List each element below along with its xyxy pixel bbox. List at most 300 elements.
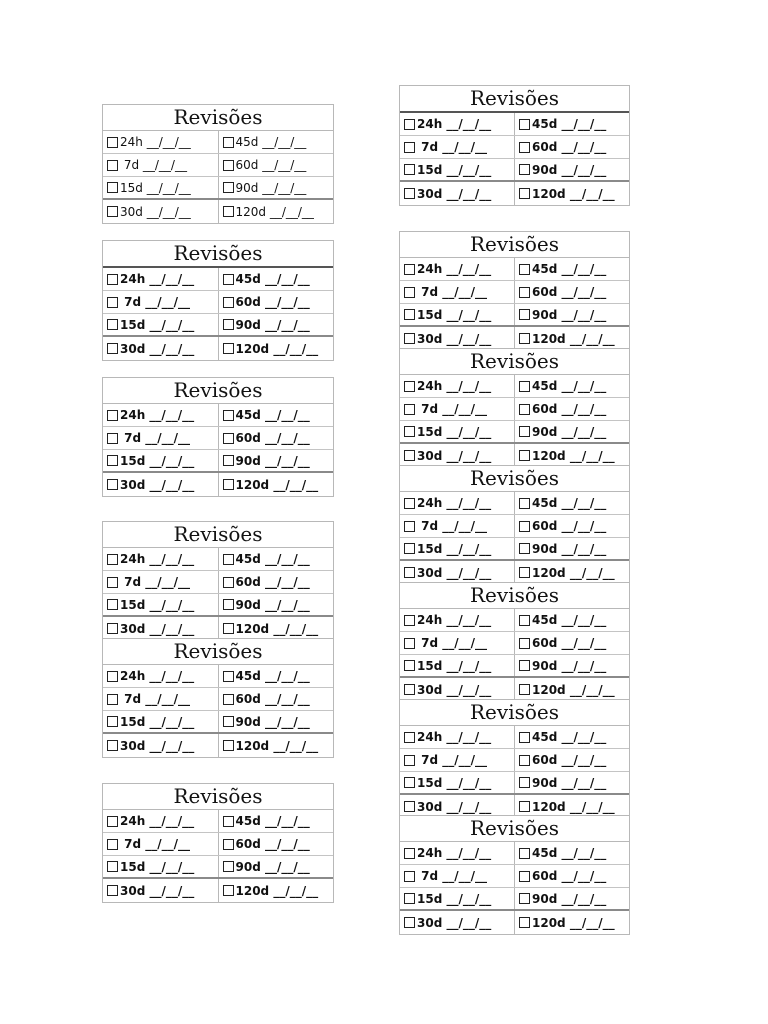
- checkbox-icon[interactable]: [223, 479, 234, 490]
- review-cell: [218, 450, 334, 471]
- checkbox-icon[interactable]: [107, 206, 118, 217]
- review-cell: [514, 888, 629, 909]
- review-label: 15d __/__/__: [417, 891, 492, 906]
- review-label: 90d __/__/__: [532, 658, 607, 673]
- checkbox-icon[interactable]: [107, 577, 118, 588]
- review-label: 7d __/__/__: [120, 837, 191, 851]
- checkbox-icon[interactable]: [404, 660, 415, 671]
- checkbox-icon[interactable]: [519, 755, 530, 766]
- review-label: 7d __/__/__: [417, 402, 488, 416]
- card-title: Revisões: [400, 86, 629, 113]
- review-cell: [400, 678, 514, 701]
- checkbox-icon[interactable]: [519, 450, 530, 461]
- review-cell: [218, 688, 334, 710]
- revision-card: [102, 377, 334, 497]
- checkbox-icon[interactable]: [223, 297, 234, 308]
- checkbox-icon[interactable]: [519, 801, 530, 812]
- checkbox-icon[interactable]: [404, 164, 415, 175]
- review-label: 120d __/__/__: [532, 331, 615, 346]
- checkbox-icon[interactable]: [107, 885, 118, 896]
- checkbox-icon[interactable]: [107, 343, 118, 354]
- review-cell: [103, 291, 218, 313]
- card-title: Revisões: [103, 784, 333, 810]
- checkbox-icon[interactable]: [223, 716, 234, 727]
- checkbox-icon[interactable]: [223, 343, 234, 354]
- review-label: 24h __/__/__: [417, 846, 492, 860]
- card-title: Revisões: [103, 639, 333, 665]
- checkbox-icon[interactable]: [519, 638, 530, 649]
- checkbox-icon[interactable]: [223, 861, 234, 872]
- review-cell: [400, 113, 514, 135]
- review-cell: [400, 304, 514, 325]
- review-row: [103, 154, 333, 177]
- checkbox-icon[interactable]: [404, 917, 415, 928]
- review-label: 7d __/__/__: [120, 431, 191, 445]
- checkbox-icon[interactable]: [107, 137, 118, 148]
- checkbox-icon[interactable]: [519, 426, 530, 437]
- review-row: [400, 655, 629, 678]
- checkbox-icon[interactable]: [404, 871, 415, 882]
- review-cell: [103, 594, 218, 615]
- review-cell: [514, 327, 629, 350]
- checkbox-icon[interactable]: [519, 660, 530, 671]
- checkbox-icon[interactable]: [519, 732, 530, 743]
- checkbox-icon[interactable]: [404, 450, 415, 461]
- checkbox-icon[interactable]: [404, 333, 415, 344]
- checkbox-icon[interactable]: [223, 694, 234, 705]
- review-label: 90d __/__/__: [532, 424, 607, 439]
- review-row: [103, 810, 333, 833]
- review-row: [400, 515, 629, 538]
- review-label: 30d __/__/__: [120, 738, 195, 753]
- checkbox-icon[interactable]: [519, 615, 530, 626]
- review-label: 30d __/__/__: [417, 915, 492, 930]
- checkbox-icon[interactable]: [404, 567, 415, 578]
- card-title: Revisões: [103, 241, 333, 268]
- review-cell: [103, 833, 218, 855]
- revision-card: [102, 783, 334, 903]
- checkbox-icon[interactable]: [404, 426, 415, 437]
- review-cell: [103, 337, 218, 360]
- checkbox-icon[interactable]: [107, 319, 118, 330]
- review-label: 24h __/__/__: [417, 613, 492, 627]
- review-cell: [103, 450, 218, 471]
- checkbox-icon[interactable]: [223, 839, 234, 850]
- checkbox-icon[interactable]: [107, 297, 118, 308]
- checkbox-icon[interactable]: [404, 848, 415, 859]
- card-title: Revisões: [400, 349, 629, 375]
- review-label: 7d __/__/__: [417, 869, 488, 883]
- checkbox-icon[interactable]: [404, 521, 415, 532]
- checkbox-icon[interactable]: [404, 381, 415, 392]
- checkbox-icon[interactable]: [404, 615, 415, 626]
- review-label: 15d __/__/__: [417, 307, 492, 322]
- checkbox-icon[interactable]: [404, 893, 415, 904]
- review-cell: [218, 268, 334, 290]
- checkbox-icon[interactable]: [223, 160, 234, 171]
- review-cell: [400, 327, 514, 350]
- review-row: [103, 337, 333, 360]
- review-cell: [218, 810, 334, 832]
- review-label: 120d __/__/__: [532, 565, 615, 580]
- review-row: [103, 571, 333, 594]
- review-row: [103, 427, 333, 450]
- checkbox-icon[interactable]: [223, 274, 234, 285]
- checkbox-icon[interactable]: [107, 816, 118, 827]
- review-cell: [218, 427, 334, 449]
- review-cell: [218, 177, 334, 198]
- review-label: 7d __/__/__: [417, 519, 488, 533]
- card-title: Revisões: [400, 816, 629, 842]
- review-row: [103, 833, 333, 856]
- review-cell: [400, 375, 514, 397]
- review-row: [103, 711, 333, 734]
- review-row: [400, 561, 629, 584]
- checkbox-icon[interactable]: [404, 142, 415, 153]
- review-label: 120d __/__/__: [235, 477, 319, 492]
- review-label: 90d __/__/__: [532, 541, 607, 556]
- review-cell: [514, 258, 629, 280]
- review-row: [400, 304, 629, 327]
- review-cell: [218, 734, 334, 757]
- checkbox-icon[interactable]: [223, 816, 234, 827]
- review-cell: [514, 726, 629, 748]
- checkbox-icon[interactable]: [404, 801, 415, 812]
- review-cell: [103, 548, 218, 570]
- review-label: 120d __/__/__: [235, 738, 319, 753]
- checkbox-icon[interactable]: [519, 188, 530, 199]
- review-row: [400, 159, 629, 182]
- review-label: 120d __/__/__: [235, 621, 319, 636]
- checkbox-icon[interactable]: [404, 543, 415, 554]
- review-cell: [514, 561, 629, 584]
- review-cell: [400, 136, 514, 158]
- review-cell: [400, 655, 514, 676]
- review-cell: [218, 617, 334, 640]
- review-row: [400, 888, 629, 911]
- review-label: 15d __/__/__: [417, 541, 492, 556]
- review-cell: [218, 404, 334, 426]
- checkbox-icon[interactable]: [107, 839, 118, 850]
- review-cell: [218, 711, 334, 732]
- checkbox-icon[interactable]: [519, 848, 530, 859]
- checkbox-icon[interactable]: [519, 777, 530, 788]
- review-row: [103, 177, 333, 200]
- review-cell: [514, 375, 629, 397]
- review-label: 15d __/__/__: [417, 658, 492, 673]
- review-label: 24h __/__/__: [417, 496, 492, 510]
- checkbox-icon[interactable]: [107, 455, 118, 466]
- review-label: 30d __/__/__: [120, 341, 195, 356]
- review-label: 60d __/__/__: [532, 636, 607, 650]
- review-row: [400, 842, 629, 865]
- card-title: Revisões: [103, 522, 333, 548]
- review-cell: [514, 632, 629, 654]
- review-cell: [218, 473, 334, 496]
- review-row: [400, 258, 629, 281]
- checkbox-icon[interactable]: [404, 732, 415, 743]
- checkbox-icon[interactable]: [223, 319, 234, 330]
- checkbox-icon[interactable]: [519, 893, 530, 904]
- checkbox-icon[interactable]: [404, 498, 415, 509]
- review-row: [400, 113, 629, 136]
- review-label: 30d __/__/__: [417, 331, 492, 346]
- review-row: [103, 200, 333, 223]
- review-label: 30d __/__/__: [417, 682, 492, 697]
- review-row: [400, 421, 629, 444]
- review-label: 60d __/__/__: [235, 158, 307, 172]
- review-cell: [400, 842, 514, 864]
- review-label: 90d __/__/__: [532, 307, 607, 322]
- review-cell: [400, 182, 514, 205]
- review-cell: [400, 726, 514, 748]
- card-title: Revisões: [400, 466, 629, 492]
- review-cell: [103, 473, 218, 496]
- review-label: 45d __/__/__: [532, 379, 607, 393]
- review-cell: [103, 734, 218, 757]
- review-label: 60d __/__/__: [235, 431, 310, 445]
- checkbox-icon[interactable]: [404, 119, 415, 130]
- checkbox-icon[interactable]: [404, 777, 415, 788]
- checkbox-icon[interactable]: [519, 871, 530, 882]
- review-cell: [103, 711, 218, 732]
- checkbox-icon[interactable]: [404, 638, 415, 649]
- checkbox-icon[interactable]: [404, 264, 415, 275]
- review-label: 90d __/__/__: [235, 180, 307, 195]
- review-cell: [514, 159, 629, 180]
- review-label: 15d __/__/__: [417, 162, 492, 177]
- review-label: 30d __/__/__: [120, 621, 195, 636]
- review-cell: [218, 879, 334, 902]
- review-cell: [400, 398, 514, 420]
- review-label: 30d __/__/__: [120, 477, 195, 492]
- checkbox-icon[interactable]: [107, 623, 118, 634]
- checkbox-icon[interactable]: [107, 740, 118, 751]
- review-cell: [400, 258, 514, 280]
- checkbox-icon[interactable]: [107, 160, 118, 171]
- checkbox-icon[interactable]: [223, 740, 234, 751]
- checkbox-icon[interactable]: [404, 404, 415, 415]
- review-cell: [218, 337, 334, 360]
- review-cell: [103, 314, 218, 335]
- checkbox-icon[interactable]: [519, 567, 530, 578]
- review-row: [400, 726, 629, 749]
- review-row: [400, 678, 629, 701]
- review-row: [103, 879, 333, 902]
- review-label: 7d __/__/__: [120, 295, 191, 309]
- review-label: 120d __/__/__: [532, 915, 615, 930]
- review-row: [103, 548, 333, 571]
- card-title: Revisões: [400, 700, 629, 726]
- revision-card: [399, 85, 630, 206]
- review-label: 60d __/__/__: [235, 295, 310, 309]
- review-label: 90d __/__/__: [235, 317, 310, 332]
- checkbox-icon[interactable]: [223, 410, 234, 421]
- review-cell: [218, 154, 334, 176]
- card-title: Revisões: [400, 583, 629, 609]
- review-label: 90d __/__/__: [532, 891, 607, 906]
- review-cell: [218, 314, 334, 335]
- review-cell: [103, 571, 218, 593]
- checkbox-icon[interactable]: [519, 521, 530, 532]
- review-label: 60d __/__/__: [532, 285, 607, 299]
- revision-card: [102, 104, 334, 224]
- checkbox-icon[interactable]: [107, 433, 118, 444]
- checkbox-icon[interactable]: [519, 333, 530, 344]
- review-cell: [103, 688, 218, 710]
- review-label: 24h __/__/__: [120, 408, 195, 422]
- review-cell: [400, 865, 514, 887]
- review-label: 120d __/__/__: [532, 799, 615, 814]
- review-cell: [103, 177, 218, 198]
- checkbox-icon[interactable]: [223, 206, 234, 217]
- review-row: [400, 911, 629, 934]
- review-label: 15d __/__/__: [120, 597, 195, 612]
- review-cell: [103, 810, 218, 832]
- review-cell: [400, 632, 514, 654]
- review-row: [400, 609, 629, 632]
- review-label: 24h __/__/__: [417, 262, 492, 276]
- review-cell: [400, 538, 514, 559]
- review-label: 24h __/__/__: [120, 272, 195, 286]
- review-label: 120d __/__/__: [532, 186, 615, 201]
- checkbox-icon[interactable]: [223, 599, 234, 610]
- checkbox-icon[interactable]: [519, 264, 530, 275]
- checkbox-icon[interactable]: [223, 885, 234, 896]
- checkbox-icon[interactable]: [107, 599, 118, 610]
- review-cell: [400, 911, 514, 934]
- review-row: [103, 131, 333, 154]
- review-label: 30d __/__/__: [120, 883, 195, 898]
- review-row: [400, 865, 629, 888]
- checkbox-icon[interactable]: [519, 287, 530, 298]
- review-row: [103, 314, 333, 337]
- review-cell: [514, 492, 629, 514]
- checkbox-icon[interactable]: [519, 917, 530, 928]
- checkbox-icon[interactable]: [107, 479, 118, 490]
- checkbox-icon[interactable]: [519, 498, 530, 509]
- checkbox-icon[interactable]: [404, 309, 415, 320]
- review-label: 45d __/__/__: [235, 272, 310, 286]
- review-label: 30d __/__/__: [120, 204, 191, 219]
- checkbox-icon[interactable]: [223, 433, 234, 444]
- review-label: 120d __/__/__: [532, 682, 615, 697]
- checkbox-icon[interactable]: [107, 716, 118, 727]
- checkbox-icon[interactable]: [519, 309, 530, 320]
- review-cell: [400, 515, 514, 537]
- checkbox-icon[interactable]: [107, 182, 118, 193]
- checkbox-icon[interactable]: [404, 287, 415, 298]
- checkbox-icon[interactable]: [223, 455, 234, 466]
- review-cell: [103, 617, 218, 640]
- review-label: 45d __/__/__: [532, 846, 607, 860]
- review-row: [400, 136, 629, 159]
- review-cell: [514, 444, 629, 467]
- review-row: [103, 594, 333, 617]
- review-cell: [103, 268, 218, 290]
- card-title: Revisões: [400, 232, 629, 258]
- revision-card: [399, 465, 630, 585]
- review-cell: [400, 421, 514, 442]
- review-label: 15d __/__/__: [120, 317, 195, 332]
- checkbox-icon[interactable]: [519, 119, 530, 130]
- review-label: 60d __/__/__: [532, 869, 607, 883]
- review-label: 45d __/__/__: [235, 669, 310, 683]
- checkbox-icon[interactable]: [223, 671, 234, 682]
- review-row: [103, 268, 333, 291]
- review-cell: [514, 304, 629, 325]
- review-row: [103, 617, 333, 640]
- review-row: [400, 327, 629, 350]
- review-cell: [514, 678, 629, 701]
- checkbox-icon[interactable]: [519, 404, 530, 415]
- review-cell: [103, 665, 218, 687]
- revision-card: [399, 231, 630, 351]
- checkbox-icon[interactable]: [223, 182, 234, 193]
- review-cell: [514, 136, 629, 158]
- review-label: 45d __/__/__: [235, 135, 307, 149]
- checkbox-icon[interactable]: [519, 543, 530, 554]
- review-label: 45d __/__/__: [532, 496, 607, 510]
- review-cell: [514, 865, 629, 887]
- checkbox-icon[interactable]: [223, 623, 234, 634]
- checkbox-icon[interactable]: [519, 381, 530, 392]
- checkbox-icon[interactable]: [107, 554, 118, 565]
- checkbox-icon[interactable]: [519, 684, 530, 695]
- checkbox-icon[interactable]: [519, 142, 530, 153]
- review-label: 7d __/__/__: [417, 753, 488, 767]
- checkbox-icon[interactable]: [223, 554, 234, 565]
- checkbox-icon[interactable]: [107, 671, 118, 682]
- review-cell: [514, 772, 629, 793]
- review-cell: [400, 749, 514, 771]
- review-cell: [400, 492, 514, 514]
- review-row: [400, 281, 629, 304]
- review-cell: [514, 609, 629, 631]
- review-label: 120d __/__/__: [532, 448, 615, 463]
- review-row: [103, 856, 333, 879]
- checkbox-icon[interactable]: [404, 684, 415, 695]
- review-label: 15d __/__/__: [417, 775, 492, 790]
- revision-card: [399, 699, 630, 819]
- checkbox-icon[interactable]: [223, 577, 234, 588]
- review-label: 90d __/__/__: [235, 453, 310, 468]
- review-cell: [514, 421, 629, 442]
- review-row: [400, 749, 629, 772]
- checkbox-icon[interactable]: [404, 755, 415, 766]
- review-label: 120d __/__/__: [235, 204, 314, 219]
- checkbox-icon[interactable]: [107, 694, 118, 705]
- checkbox-icon[interactable]: [107, 274, 118, 285]
- checkbox-icon[interactable]: [107, 861, 118, 872]
- review-cell: [103, 879, 218, 902]
- review-row: [400, 375, 629, 398]
- checkbox-icon[interactable]: [519, 164, 530, 175]
- checkbox-icon[interactable]: [223, 137, 234, 148]
- card-title: Revisões: [103, 105, 333, 131]
- review-label: 60d __/__/__: [532, 402, 607, 416]
- review-cell: [103, 404, 218, 426]
- review-cell: [218, 131, 334, 153]
- review-label: 120d __/__/__: [235, 883, 319, 898]
- review-cell: [514, 538, 629, 559]
- checkbox-icon[interactable]: [404, 188, 415, 199]
- revision-card: [399, 815, 630, 935]
- review-label: 7d __/__/__: [417, 285, 488, 299]
- checkbox-icon[interactable]: [107, 410, 118, 421]
- review-label: 45d __/__/__: [532, 262, 607, 276]
- review-cell: [218, 291, 334, 313]
